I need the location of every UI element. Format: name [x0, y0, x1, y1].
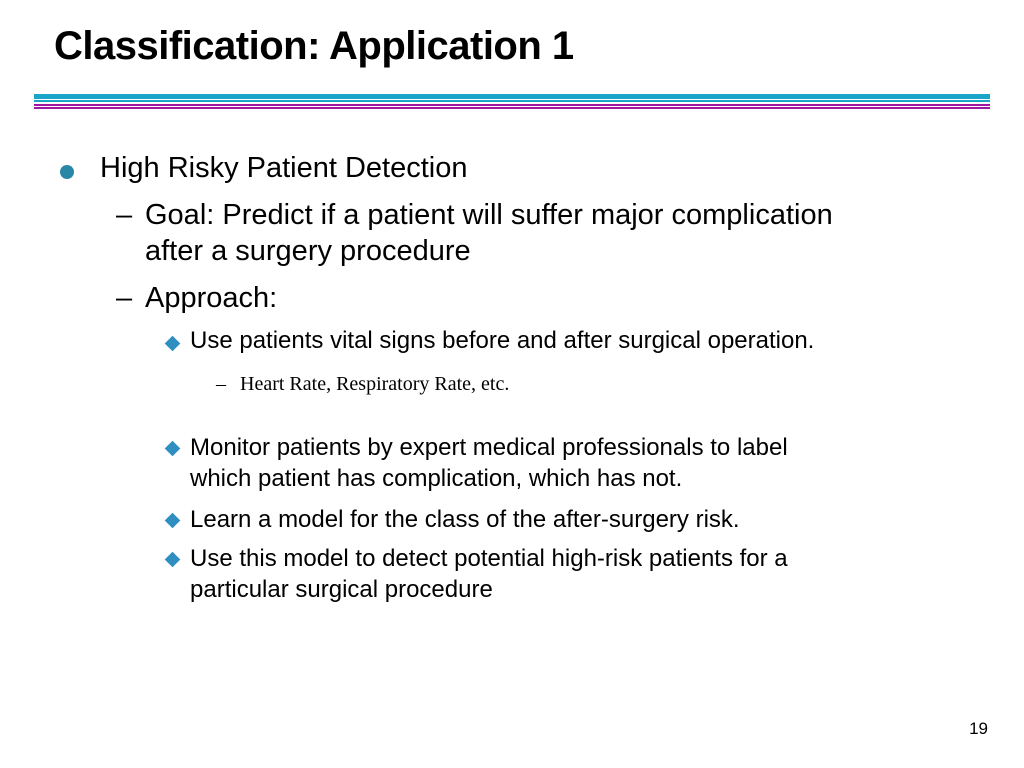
title-rule-teal-thick [34, 94, 990, 99]
bullet-high-risky-patient-detection: High Risky Patient Detection [100, 152, 468, 184]
approach-point-1: Use patients vital signs before and after surgical operation. [190, 327, 815, 354]
slide-title: Classification: Application 1 [54, 24, 574, 68]
diamond-bullet-icon [165, 336, 181, 352]
title-rule-purple-thin [34, 104, 990, 106]
goal-line-2: after a surgery procedure [145, 235, 471, 267]
diamond-bullet-icon [165, 552, 181, 568]
dash-bullet-icon: – [116, 199, 133, 231]
page-number: 19 [969, 719, 988, 738]
approach-label: Approach: [145, 282, 278, 314]
title-rule-teal-thin [34, 100, 990, 102]
dash-bullet-icon: – [116, 282, 133, 314]
diamond-bullet-icon [165, 513, 181, 529]
approach-point-2-line-2: which patient has complication, which has not. [190, 465, 683, 492]
diamond-bullet-icon [165, 441, 181, 457]
title-rule-purple-thin-2 [34, 107, 990, 109]
approach-point-4-line-1: Use this model to detect potential high-risk patients for a [190, 545, 788, 572]
goal-line-1: Goal: Predict if a patient will suffer major complication [145, 199, 833, 231]
round-bullet-icon [60, 165, 74, 179]
approach-point-4-line-2: particular surgical procedure [190, 576, 493, 603]
approach-point-1-sub: Heart Rate, Respiratory Rate, etc. [240, 373, 510, 395]
approach-point-2-line-1: Monitor patients by expert medical professionals to label [190, 434, 788, 461]
approach-point-3: Learn a model for the class of the after-surgery risk. [190, 506, 740, 533]
dash-bullet-icon: – [216, 373, 226, 395]
